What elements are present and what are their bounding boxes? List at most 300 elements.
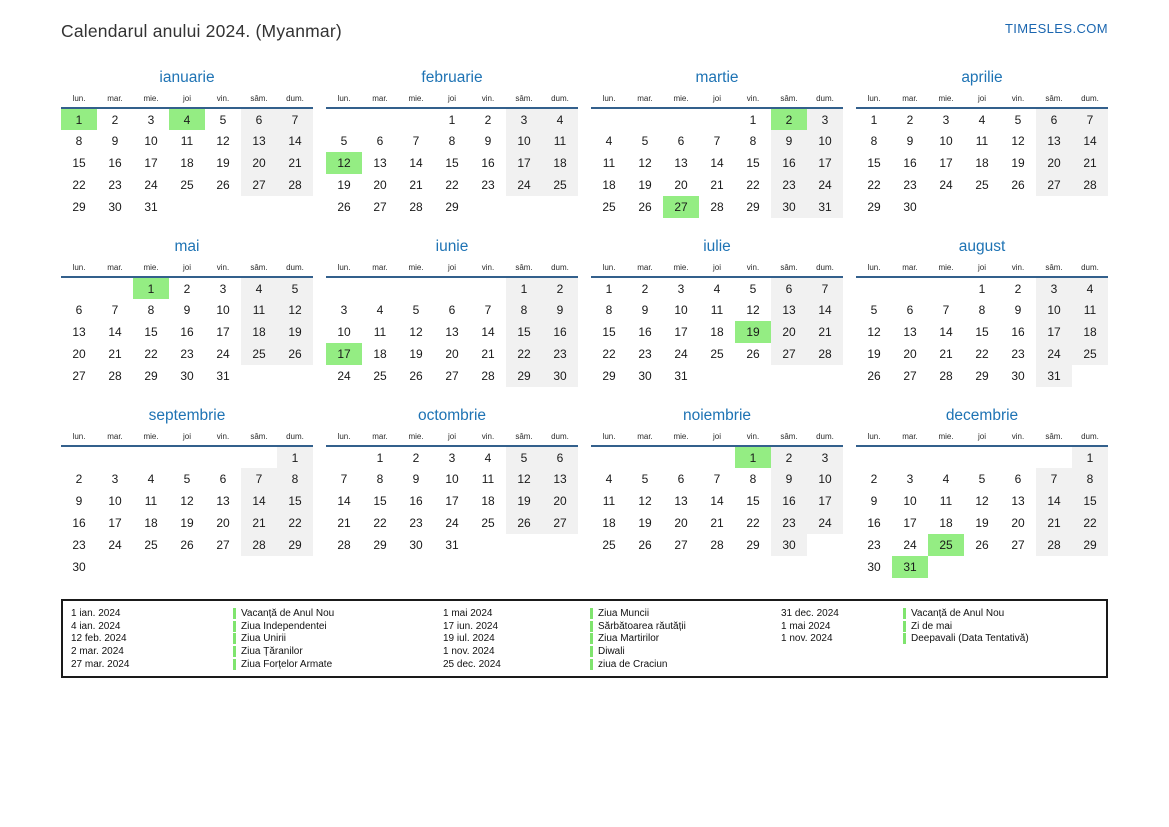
empty-cell <box>663 108 699 130</box>
day-cell: 6 <box>241 108 277 130</box>
empty-cell <box>241 556 277 578</box>
weekday-header-row <box>591 430 843 446</box>
day-cell: 6 <box>1014 472 1022 486</box>
day-cell: 8 <box>277 468 313 490</box>
day-cell: 12 <box>638 494 652 508</box>
day-cell: 11 <box>602 494 616 508</box>
day-cell: 28 <box>337 538 351 552</box>
weekday-header: lun. <box>867 94 881 103</box>
day-cell: 15 <box>373 494 387 508</box>
day-cell: 5 <box>183 472 191 486</box>
day-cell: 27 <box>542 512 578 534</box>
weekday-header: dum. <box>816 263 834 272</box>
day-cell: 9 <box>870 494 878 508</box>
weekday-header-row <box>326 430 578 446</box>
weekday-header: mie. <box>408 94 424 103</box>
weekday-header: sâm. <box>515 432 533 441</box>
day-cell: 18 <box>975 156 989 170</box>
legend-holiday-name: Ziua Martirilor <box>598 633 660 645</box>
day-cell: 19 <box>638 516 652 530</box>
month-table <box>326 261 578 387</box>
day-cell: 31 <box>445 538 459 552</box>
day-cell: 12 <box>277 299 313 321</box>
day-cell: 19 <box>506 490 542 512</box>
day-cell: 28 <box>939 369 953 383</box>
day-cell: 12 <box>326 152 362 174</box>
day-cell: 22 <box>72 178 86 192</box>
day-cell: 14 <box>1072 130 1108 152</box>
day-cell: 18 <box>710 325 724 339</box>
day-cell: 23 <box>542 343 578 365</box>
day-cell: 16 <box>771 490 807 512</box>
day-cell: 25 <box>602 200 616 214</box>
empty-cell <box>1072 196 1108 218</box>
day-cell: 22 <box>746 178 760 192</box>
day-cell: 13 <box>1011 494 1025 508</box>
weekday-header: mar. <box>107 263 123 272</box>
empty-cell <box>771 365 807 387</box>
day-cell: 25 <box>975 178 989 192</box>
weekday-header: joi <box>712 263 721 272</box>
day-cell: 5 <box>870 303 878 317</box>
weekday-header: vin. <box>216 94 230 103</box>
day-cell: 7 <box>484 303 492 317</box>
day-cell: 28 <box>481 369 495 383</box>
weekday-header: joi <box>182 263 191 272</box>
day-cell: 12 <box>180 494 194 508</box>
day-cell: 16 <box>867 516 881 530</box>
day-cell: 12 <box>409 325 423 339</box>
legend-holiday-name: Diwali <box>598 646 625 658</box>
weekday-header: vin. <box>746 263 760 272</box>
day-cell: 27 <box>445 369 459 383</box>
day-cell: 1 <box>448 112 456 127</box>
weekday-header: mar. <box>372 94 388 103</box>
day-cell: 3 <box>340 303 348 317</box>
month-days <box>591 108 843 218</box>
day-cell: 7 <box>942 303 950 317</box>
day-cell: 8 <box>75 134 83 148</box>
empty-cell <box>807 365 843 387</box>
empty-cell <box>205 556 241 578</box>
day-cell: 31 <box>807 196 843 218</box>
day-cell: 2 <box>906 112 914 127</box>
day-cell: 3 <box>219 281 227 296</box>
empty-cell <box>735 365 771 387</box>
day-cell: 2 <box>111 112 119 127</box>
holiday-marker-icon <box>233 621 236 632</box>
day-cell: 13 <box>216 494 230 508</box>
day-cell: 23 <box>903 178 917 192</box>
day-cell: 16 <box>481 156 495 170</box>
day-cell: 13 <box>771 299 807 321</box>
day-cell: 2 <box>771 108 807 130</box>
empty-cell <box>241 365 277 387</box>
legend-date: 12 feb. 2024 <box>71 633 127 645</box>
day-cell: 24 <box>1036 343 1072 365</box>
day-cell: 3 <box>807 446 843 468</box>
holiday-marker-icon <box>903 621 906 632</box>
day-cell: 26 <box>638 538 652 552</box>
day-cell: 13 <box>373 156 387 170</box>
day-cell: 15 <box>746 494 760 508</box>
day-cell: 26 <box>337 200 351 214</box>
holiday-marker-icon <box>903 633 906 644</box>
day-cell: 12 <box>216 134 230 148</box>
legend-entry <box>903 621 1099 632</box>
legend-date: 1 nov. 2024 <box>443 646 495 658</box>
day-cell: 24 <box>445 516 459 530</box>
empty-cell <box>470 534 506 556</box>
day-cell: 1 <box>1072 446 1108 468</box>
day-cell: 9 <box>484 134 492 148</box>
day-cell: 10 <box>807 468 843 490</box>
empty-cell <box>591 446 627 468</box>
top-bar <box>61 0 1108 42</box>
day-cell: 20 <box>674 178 688 192</box>
day-cell: 2 <box>870 472 878 486</box>
day-cell: 10 <box>674 303 688 317</box>
empty-cell <box>277 196 313 218</box>
day-cell: 16 <box>108 156 122 170</box>
day-cell: 18 <box>241 321 277 343</box>
day-cell: 10 <box>337 325 351 339</box>
month-mai <box>61 238 313 387</box>
day-cell: 7 <box>241 468 277 490</box>
day-cell: 9 <box>771 130 807 152</box>
legend-date: 4 ian. 2024 <box>71 620 121 632</box>
month-martie <box>591 69 843 218</box>
day-cell: 15 <box>72 156 86 170</box>
legend-date: 1 mai 2024 <box>781 620 831 632</box>
weekday-header: dum. <box>1081 94 1099 103</box>
day-cell: 17 <box>939 156 953 170</box>
day-cell: 5 <box>641 472 649 486</box>
day-cell: 3 <box>1036 277 1072 299</box>
legend-holiday-name: Ziua Forțelor Armate <box>241 659 333 671</box>
day-cell: 6 <box>677 472 685 486</box>
day-cell: 17 <box>506 152 542 174</box>
legend-holiday-name: Sărbătoarea răutății <box>598 620 686 632</box>
day-cell: 3 <box>448 450 456 465</box>
month-februarie <box>326 69 578 218</box>
holiday-marker-icon <box>233 633 236 644</box>
day-cell: 16 <box>638 325 652 339</box>
day-cell: 27 <box>771 343 807 365</box>
day-cell: 23 <box>108 178 122 192</box>
day-cell: 16 <box>409 494 423 508</box>
day-cell: 17 <box>326 343 362 365</box>
day-cell: 26 <box>506 512 542 534</box>
month-days <box>326 108 578 218</box>
day-cell: 4 <box>376 303 384 317</box>
day-cell: 9 <box>641 303 649 317</box>
empty-cell <box>1036 196 1072 218</box>
empty-cell <box>542 534 578 556</box>
day-cell: 8 <box>749 134 757 148</box>
weekday-header: mar. <box>372 432 388 441</box>
day-cell: 25 <box>180 178 194 192</box>
weekday-header: joi <box>977 432 986 441</box>
day-cell: 7 <box>1036 468 1072 490</box>
weekday-header-row <box>61 92 313 108</box>
day-cell: 10 <box>939 134 953 148</box>
day-cell: 12 <box>1011 134 1025 148</box>
weekday-header: mar. <box>637 94 653 103</box>
day-cell: 15 <box>144 325 158 339</box>
month-title: iunie <box>435 238 469 255</box>
legend-date: 27 mar. 2024 <box>71 659 130 671</box>
weekday-header: dum. <box>551 263 569 272</box>
day-cell: 11 <box>241 299 277 321</box>
empty-cell <box>892 446 928 468</box>
weekday-header: dum. <box>816 94 834 103</box>
day-cell: 22 <box>506 343 542 365</box>
empty-cell <box>699 365 735 387</box>
day-cell: 9 <box>542 299 578 321</box>
empty-cell <box>169 556 205 578</box>
day-cell: 22 <box>867 178 881 192</box>
day-cell: 18 <box>602 178 616 192</box>
month-days <box>326 446 578 556</box>
empty-cell <box>398 108 434 130</box>
day-cell: 13 <box>1036 130 1072 152</box>
month-title: septembrie <box>148 407 226 424</box>
day-cell: 14 <box>807 299 843 321</box>
legend-entry <box>233 608 443 619</box>
day-cell: 28 <box>277 174 313 196</box>
weekday-header: mar. <box>637 432 653 441</box>
weekday-header: joi <box>447 263 456 272</box>
month-days <box>61 446 313 578</box>
day-cell: 9 <box>771 468 807 490</box>
day-cell: 17 <box>674 325 688 339</box>
legend-date: 2 mar. 2024 <box>71 646 124 658</box>
legend-date: 1 ian. 2024 <box>71 607 121 619</box>
day-cell: 26 <box>746 347 760 361</box>
month-table <box>591 430 843 556</box>
month-table <box>591 92 843 218</box>
day-cell: 19 <box>1011 156 1025 170</box>
weekday-header: sâm. <box>515 263 533 272</box>
day-cell: 13 <box>903 325 917 339</box>
day-cell: 8 <box>506 299 542 321</box>
empty-cell <box>169 446 205 468</box>
weekday-header: vin. <box>216 432 230 441</box>
legend-entry <box>903 608 1099 619</box>
site-link[interactable]: TIMESLES.COM <box>1004 21 1108 36</box>
weekday-header: sâm. <box>250 432 268 441</box>
day-cell: 9 <box>111 134 119 148</box>
month-septembrie <box>61 407 313 578</box>
month-title: aprilie <box>961 69 1003 86</box>
day-cell: 5 <box>641 134 649 148</box>
day-cell: 1 <box>277 446 313 468</box>
legend-holiday-name: Deepavali (Data Tentativă) <box>911 633 1029 645</box>
weekday-header-row <box>856 92 1108 108</box>
day-cell: 18 <box>939 516 953 530</box>
day-cell: 8 <box>749 472 757 486</box>
day-cell: 5 <box>219 112 227 127</box>
legend-group <box>443 607 781 671</box>
weekday-header: lun. <box>867 263 881 272</box>
weekday-header: joi <box>447 432 456 441</box>
weekday-header: mie. <box>143 94 159 103</box>
day-cell: 28 <box>241 534 277 556</box>
day-cell: 17 <box>108 516 122 530</box>
month-days <box>591 446 843 556</box>
empty-cell <box>434 277 470 299</box>
day-cell: 31 <box>1036 365 1072 387</box>
day-cell: 3 <box>147 112 155 127</box>
weekday-header: vin. <box>481 94 495 103</box>
day-cell: 21 <box>277 152 313 174</box>
empty-cell <box>470 196 506 218</box>
day-cell: 26 <box>216 178 230 192</box>
day-cell: 2 <box>484 112 492 127</box>
day-cell: 13 <box>674 156 688 170</box>
legend-date: 1 nov. 2024 <box>781 633 833 645</box>
weekday-header: lun. <box>337 432 351 441</box>
day-cell: 28 <box>807 343 843 365</box>
day-cell: 1 <box>133 277 169 299</box>
day-cell: 11 <box>939 494 953 508</box>
day-cell: 6 <box>906 303 914 317</box>
empty-cell <box>362 108 398 130</box>
day-cell: 25 <box>602 538 616 552</box>
day-cell: 29 <box>445 200 459 214</box>
day-cell: 23 <box>180 347 194 361</box>
day-cell: 30 <box>180 369 194 383</box>
day-cell: 18 <box>1072 321 1108 343</box>
day-cell: 7 <box>412 134 420 148</box>
legend-entry <box>233 659 443 670</box>
day-cell: 31 <box>144 200 158 214</box>
day-cell: 11 <box>144 494 158 508</box>
day-cell: 4 <box>484 450 492 465</box>
weekday-header: lun. <box>337 94 351 103</box>
empty-cell <box>928 556 964 578</box>
day-cell: 3 <box>942 112 950 127</box>
legend-entry <box>233 646 443 657</box>
day-cell: 14 <box>939 325 953 339</box>
day-cell: 19 <box>216 156 230 170</box>
weekday-header: mie. <box>673 263 689 272</box>
day-cell: 4 <box>978 112 986 127</box>
day-cell: 4 <box>713 281 721 296</box>
weekday-header: mie. <box>143 432 159 441</box>
day-cell: 17 <box>144 156 158 170</box>
day-cell: 18 <box>144 516 158 530</box>
weekday-header: joi <box>977 94 986 103</box>
empty-cell <box>807 534 843 556</box>
empty-cell <box>856 277 892 299</box>
month-title: ianuarie <box>159 69 215 86</box>
day-cell: 24 <box>674 347 688 361</box>
weekday-header: lun. <box>72 94 86 103</box>
empty-cell <box>277 365 313 387</box>
month-days <box>856 108 1108 218</box>
day-cell: 25 <box>710 347 724 361</box>
day-cell: 29 <box>1072 534 1108 556</box>
day-cell: 21 <box>108 347 122 361</box>
empty-cell <box>1072 365 1108 387</box>
weekday-header: dum. <box>551 432 569 441</box>
weekday-header: mie. <box>673 94 689 103</box>
day-cell: 9 <box>183 303 191 317</box>
day-cell: 29 <box>746 200 760 214</box>
day-cell: 10 <box>1036 299 1072 321</box>
day-cell: 21 <box>1036 512 1072 534</box>
day-cell: 11 <box>542 130 578 152</box>
empty-cell <box>856 446 892 468</box>
month-title: februarie <box>421 69 483 86</box>
day-cell: 15 <box>445 156 459 170</box>
legend-group <box>781 607 1099 645</box>
empty-cell <box>1072 556 1108 578</box>
day-cell: 20 <box>542 490 578 512</box>
day-cell: 14 <box>337 494 351 508</box>
empty-cell <box>205 446 241 468</box>
legend-entry <box>590 659 781 670</box>
empty-cell <box>205 196 241 218</box>
weekday-header: mar. <box>902 94 918 103</box>
day-cell: 5 <box>1014 112 1022 127</box>
day-cell: 7 <box>340 472 348 486</box>
weekday-header: lun. <box>72 432 86 441</box>
day-cell: 25 <box>144 538 158 552</box>
weekday-header: vin. <box>481 432 495 441</box>
day-cell: 6 <box>542 446 578 468</box>
legend-holiday-name: Ziua Unirii <box>241 633 287 645</box>
day-cell: 9 <box>1014 303 1022 317</box>
legend-entry <box>233 621 443 632</box>
day-cell: 30 <box>771 534 807 556</box>
day-cell: 7 <box>713 134 721 148</box>
weekday-header: sâm. <box>780 94 798 103</box>
day-cell: 22 <box>746 516 760 530</box>
day-cell: 5 <box>277 277 313 299</box>
weekday-header: mar. <box>902 432 918 441</box>
day-cell: 18 <box>180 156 194 170</box>
day-cell: 20 <box>216 516 230 530</box>
day-cell: 4 <box>605 472 613 486</box>
day-cell: 4 <box>542 108 578 130</box>
empty-cell <box>241 446 277 468</box>
day-cell: 27 <box>216 538 230 552</box>
day-cell: 21 <box>939 347 953 361</box>
day-cell: 30 <box>903 200 917 214</box>
weekday-header: mie. <box>938 94 954 103</box>
weekday-header: vin. <box>216 263 230 272</box>
weekday-header: joi <box>977 263 986 272</box>
day-cell: 24 <box>144 178 158 192</box>
day-cell: 9 <box>906 134 914 148</box>
day-cell: 24 <box>807 512 843 534</box>
day-cell: 30 <box>867 560 881 574</box>
day-cell: 29 <box>277 534 313 556</box>
day-cell: 19 <box>975 516 989 530</box>
day-cell: 10 <box>807 130 843 152</box>
month-table <box>856 92 1108 218</box>
empty-cell <box>964 556 1000 578</box>
day-cell: 27 <box>674 538 688 552</box>
month-noiembrie <box>591 407 843 578</box>
month-august <box>856 238 1108 387</box>
weekday-header: sâm. <box>250 263 268 272</box>
month-octombrie <box>326 407 578 578</box>
empty-cell <box>398 277 434 299</box>
